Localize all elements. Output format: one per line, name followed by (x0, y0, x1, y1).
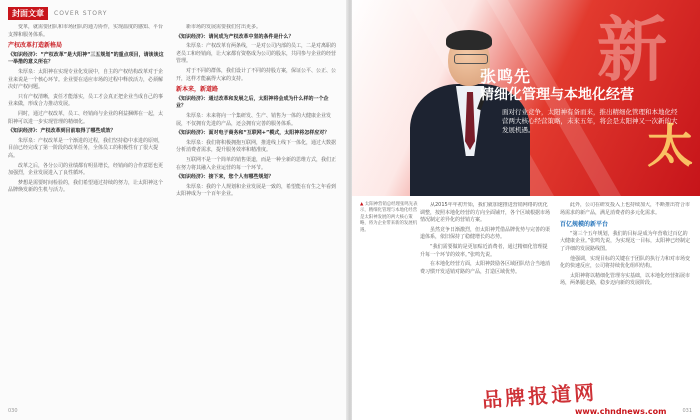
body-paragraph: 变革，就需要团队和市场团队的通力协作，实现温度的感知、平台支撑和服务体系。 (8, 24, 164, 38)
caption-text: 太阳神营销总经理张鸣先表示，精细化管理与本地化经营是太阳神发展的两大核心策略，将为企业带来新的发展机遇。 (360, 202, 418, 233)
hero-blurb: 面对行业竞争，太阳神有备而来，推出精细化管理和本地化经营两大核心经营策略，未来五年，将会是太阳神又一次新的大发展机遇。 (502, 108, 678, 134)
interview-question: 《知识经济》：通过改革和发展之后，太阳神将会成为什么样的一个企业？ (176, 95, 329, 110)
page-number-left: 030 (8, 408, 18, 414)
body-paragraph: 互联网不是一个简单的销售渠道，而是一种全新的思维方式，我们正在努力将其融入企业运营的每一个环节。 (176, 156, 337, 171)
speaker-hair (446, 30, 492, 50)
body-paragraph: 对于不同的群体，我们设计了不同的持股方案，保证公平、公正、公开，这样才能赢得大家的支持。 (176, 67, 337, 82)
body-paragraph: 朱厚泉：我们将积极拥抱互联网，推进线上线下一体化，通过大数据分析消费者需求，提升服务效率和精准度。 (176, 139, 337, 154)
glasses-icon (454, 54, 488, 64)
page-number-right: 031 (682, 408, 692, 414)
section-heading: 新本来，新道路 (176, 86, 219, 94)
body-paragraph: 朱厚泉：产权改革是一个渐进的过程，我们坚持稳中求进的原则，目前已经完成了第一阶段的改革任务，全体员工的积极性有了很大提高。 (8, 137, 164, 159)
interview-question: 《知识经济》：面对电子商务和“互联网+”模式，太阳神将怎样应对？ (176, 130, 330, 137)
body-paragraph: 朱厚泉：太阳神在实现专业化发展中，自主的产权结构改革对于企业来说是一个核心环节。企业要在适应市场的过程中释放活力，必须解决好产权问题。 (8, 68, 164, 91)
hero-name: 张鸣先 (480, 67, 532, 86)
section-heading: 产权改革打造新格局 (8, 42, 63, 50)
body-paragraph: “我们需要做的是更加贴近消费者，通过精细化管理提升每一个环节的效率。”张鸣先说。 (420, 243, 548, 258)
body-paragraph: 朱厚泉：未来将向一个集研发、生产、销售为一体的大健康企业发展，不仅拥有先进的产品，还会拥有完善的服务体系。 (176, 112, 332, 127)
body-paragraph: 在本地化经营方面，太阳神鼓励各区域团队结合当地消费习惯开发适销对路的产品，打造区域优势。 (420, 261, 551, 275)
body-paragraph: 梦想是需要时间检验的，我们希望通过持续的努力，让太阳神这个品牌焕发新的生机与活力。 (8, 179, 164, 194)
hero-title: 精细化管理与本地化经营 (480, 87, 634, 103)
body-paragraph: 虽然竞争日渐激烈，但太阳神凭借品牌优势与完善的渠道体系，依旧保持了稳健增长的态势。 (420, 226, 551, 241)
section-header (8, 6, 107, 20)
body-paragraph: 只有产权清晰，责任才能落实，员工才会真正把企业当成自己的事业来做，形成合力推动发展。 (8, 93, 164, 108)
body-paragraph: 此外，公司在研发投入上也持续加大，不断推出符合市场需求的新产品，满足消费者的多元化需求。 (560, 202, 691, 216)
body-paragraph: 从2015年年初开始，我们就加速推进营销网络的优化调整，按照本地化经营的方向全面铺开，各个区域根据市场情况制定差异化的营销方案。 (420, 202, 551, 224)
interview-question: 《知识经济》：接下来，您个人有哪些规划？ (176, 174, 274, 181)
subsection-heading: 百亿规模的新平台 (560, 221, 609, 229)
left-column-1 (8, 24, 166, 408)
watermark-text: 品牌报道网 (481, 380, 598, 412)
body-paragraph: 他强调，实现目标的关键在于团队的执行力和对市场变化的快速反应，公司将持续优化组织结构。 (560, 255, 691, 270)
right-column-2 (560, 202, 692, 398)
right-column-1 (420, 202, 552, 398)
body-paragraph: 改革之后，各分公司的业绩都有明显增长，经销商的合作意愿也更加强烈，企业发展进入了良性循环。 (8, 162, 164, 177)
interview-question: 《知识经济》：请问成为产权改革中坚的条件是什么？ (176, 33, 294, 40)
section-subtitle: COVER STORY (54, 9, 108, 17)
body-paragraph: 同时，通过产权改革，员工、经销商与企业的利益捆绑在一起，太阳神可以进一步实现管理的精细化。 (8, 110, 164, 125)
body-paragraph: 太阳神将以精细化管理夯实基础，以本地化经营拓展市场，两条腿走路，稳步迈向新的发展阶段。 (560, 272, 691, 287)
hero-photo (352, 0, 700, 196)
caption-marker-icon: ▲ (360, 202, 364, 207)
body-paragraph: 朱厚泉：我的个人规划和企业发展是一致的，希望能在有生之年看到太阳神成为一个百年企业。 (176, 183, 337, 198)
left-column-2 (176, 24, 338, 408)
watermark-url: www.chndnews.com (575, 407, 667, 416)
body-paragraph: “第三个五年规划，我们的目标是成为年营收过百亿的大健康企业。”张鸣先说，为实现这一目标，太阳神已经制定了详细的发展路线图。 (560, 230, 691, 252)
interview-question: 《知识经济》：“产权改革”是大阳神“三五规划”的重点项目，请谈谈这一举措的意义所在？ (8, 51, 164, 66)
section-logo: 封面文章 (8, 7, 48, 20)
interview-question: 《知识经济》：产权改革到目前取得了哪些成效？ (8, 128, 116, 135)
photo-caption (352, 202, 418, 234)
hero-big-char-2: 太 (647, 119, 693, 173)
body-paragraph: 新市场的发展需要我们付出更多。 (186, 24, 262, 30)
hero-big-char-1: 新 (597, 8, 667, 91)
left-page (0, 0, 348, 420)
right-page (352, 0, 700, 420)
body-paragraph: 朱厚泉：产权改革有两条线，一是对公司内部的员工，二是对离职的老员工和经销商，让大家都有资格成为公司的股东，共同参与企业的经营管理。 (176, 43, 337, 65)
